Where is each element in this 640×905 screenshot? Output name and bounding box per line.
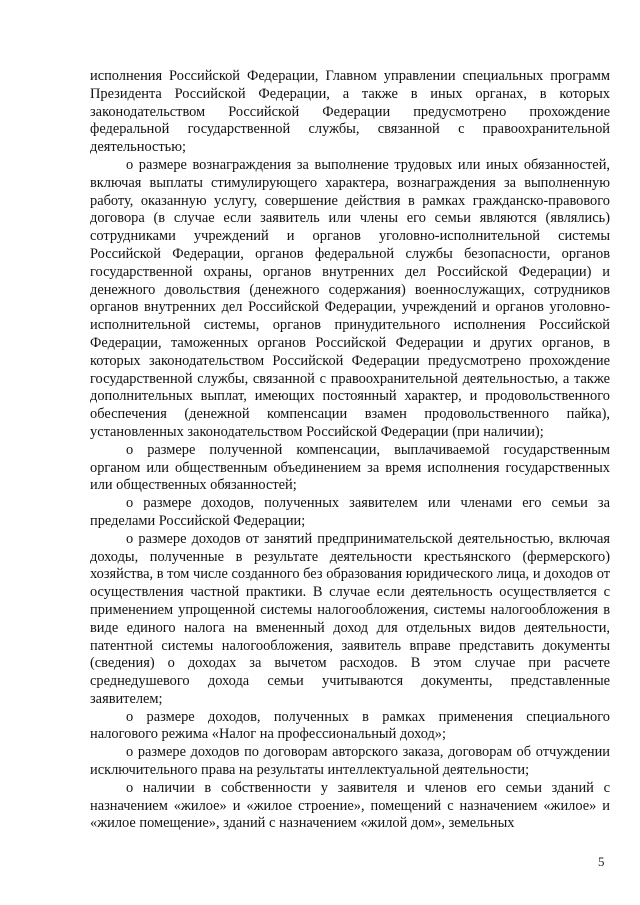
paragraph-1: исполнения Российской Федерации, Главном управлении специальных программ Президента Российской Федерации, а также в иных органах, в которых законодательством Российской Федерации предусмотрено прохождение федеральной государственной службы, связанной с правоохранительной деятельностью; xyxy=(90,68,610,156)
paragraph-4: о размере доходов, полученных заявителем или членами его семьи за пределами Российской Федерации; xyxy=(90,495,610,529)
page-number: 5 xyxy=(598,854,605,869)
paragraph-6: о размере доходов, полученных в рамках применения специального налогового режима «Налог на профессиональный доход»; xyxy=(90,708,610,743)
paragraph-3: о размере полученной компенсации, выплачиваемой государственным органом или общественным объединением за время исполнения государственных или общественных обязанностей; xyxy=(90,441,610,494)
paragraph-8: о наличии в собственности у заявителя и членов его семьи зданий с назначением «жилое» и «жилое строение», помещений с назначением «жилое» и «жилое помещение», зданий с назначением «жилой дом», земельных xyxy=(90,779,610,832)
body-text xyxy=(90,68,610,833)
paragraph-2: о размере вознаграждения за выполнение трудовых или иных обязанностей, включая выплаты стимулирующего характера, вознаграждения за выполненную работу, оказанную услугу, совершение действия в рамках гражданско-правового договора (в случае если заявитель или члены его семьи являются (являлись) сотрудниками учреждений и органов уголовно-исполнительной системы Российской Федерации, органов федеральной службы безопасности, органов государственной охраны, органов внутренних дел Российской Федерации) и денежного довольствия (денежного содержания) военнослужащих, сотрудников органов внутренних дел Российской Федерации, учреждений и органов уголовно-исполнительной системы, органов принудительного исполнения Российской Федерации, таможенных органов Российской Федерации и других органов, в которых законодательством Российской Федерации предусмотрено прохождение государственной службы, связанной с правоохранительной деятельностью, а также дополнительных выплат, имеющих постоянный характер, и продовольственного обеспечения (денежной компенсации взамен продовольственного пайка), установленных законодательством Российской Федерации (при наличии); xyxy=(90,156,610,440)
paragraph-7: о размере доходов по договорам авторского заказа, договорам об отчуждении исключительного права на результаты интеллектуальной деятельности; xyxy=(90,744,610,779)
paragraph-5: о размере доходов от занятий предпринимательской деятельностью, включая доходы, полученные в результате деятельности крестьянского (фермерского) хозяйства, в том числе созданного без образования юридического лица, и доходов от осуществления частной практики. В случае если деятельность осуществляется с применением упрощенной системы налогообложения, системы налогообложения в виде единого налога на вмененный доход для отдельных видов деятельности, патентной системы налогообложения, заявитель вправе представить документы (сведения) о доходах за вычетом расходов. В этом случае при расчете среднедушевого дохода семьи учитываются документы, представленные заявителем; xyxy=(90,530,610,707)
